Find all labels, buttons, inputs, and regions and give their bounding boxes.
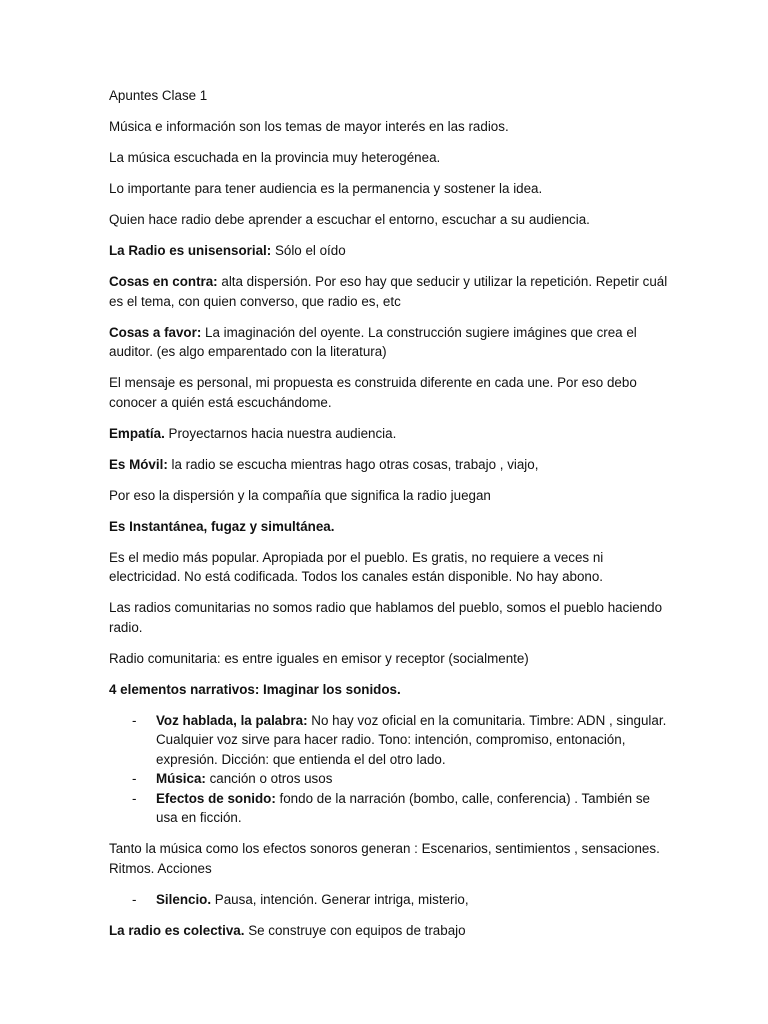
list-item-text: canción o otros usos xyxy=(205,771,333,786)
bold-lead: Cosas a favor: xyxy=(109,324,202,340)
list-item xyxy=(109,789,669,828)
list-item xyxy=(109,711,669,770)
paragraph-collective xyxy=(109,921,669,941)
bold-lead: Es Móvil: xyxy=(109,456,168,472)
list-item-text: fondo de la narración (bombo, calle, conferencia) . También se usa en ficción. xyxy=(156,790,650,825)
paragraph-narrative-elements: 4 elementos narrativos: Imaginar los sonidos. xyxy=(109,681,401,697)
silence-list xyxy=(109,890,669,910)
paragraph-text: Proyectarnos hacia nuestra audiencia. xyxy=(164,425,397,441)
narrative-elements-list xyxy=(109,711,669,828)
paragraph-text: La imaginación del oyente. La construcción sugiere imágines que crea el auditor. (es algo emparentado con la literatura) xyxy=(109,324,637,359)
list-item-text: Pausa, intención. Generar intriga, misterio, xyxy=(211,891,469,907)
paragraph-cons xyxy=(109,272,669,311)
paragraph-text: Sólo el oído xyxy=(271,243,346,258)
bold-lead: La radio es colectiva. xyxy=(109,922,245,938)
dash-bullet: - xyxy=(132,790,137,806)
paragraph-music-heterogeneous: La música escuchada en la provincia muy heterogénea. xyxy=(109,150,441,165)
dash-bullet: - xyxy=(132,771,137,786)
paragraph-empathy xyxy=(109,424,669,444)
paragraph-community-radio: Radio comunitaria: es entre iguales en emisor y receptor (socialmente) xyxy=(109,650,529,666)
document-title: Apuntes Clase 1 xyxy=(109,88,208,103)
paragraph-pros xyxy=(109,323,669,362)
paragraph-community-radios: Las radios comunitarias no somos radio que hablamos del pueblo, somos el pueblo haciendo radio. xyxy=(109,600,663,635)
paragraph-text: la radio se escucha mientras hago otras cosas, trabajo , viajo, xyxy=(167,456,539,472)
paragraph-music-information: Música e información son los temas de mayor interés en las radios. xyxy=(109,119,509,134)
bold-lead: Cosas en contra: xyxy=(109,274,218,289)
bold-lead: Efectos de sonido: xyxy=(156,790,276,806)
document-page xyxy=(109,86,669,952)
bold-lead: Empatía. xyxy=(109,425,165,441)
paragraph-dispersion-company: Por eso la dispersión y la compañía que significa la radio juegan xyxy=(109,487,491,503)
bold-lead: La Radio es unisensorial: xyxy=(109,243,272,258)
list-item-text: No hay voz oficial en la comunitaria. Timbre: ADN , singular. Cualquier voz sirve para hacer radio. Tono: intención, compromiso, entonación, expresión. Dicción: que entienda el del otro lado. xyxy=(156,712,667,767)
list-item xyxy=(109,890,669,910)
paragraph-unisensorial xyxy=(109,241,669,261)
dash-bullet: - xyxy=(132,891,137,907)
dash-bullet: - xyxy=(132,712,137,728)
paragraph-music-effects: Tanto la música como los efectos sonoros generan : Escenarios, sentimientos , sensaciones. Ritmos. Acciones xyxy=(109,841,660,876)
bold-lead: Voz hablada, la palabra: xyxy=(156,712,308,728)
paragraph-audience-permanence: Lo importante para tener audiencia es la permanencia y sostener la idea. xyxy=(109,181,543,196)
paragraph-personal-message: El mensaje es personal, mi propuesta es construida diferente en cada une. Por eso debo conocer a quién está escuchándome. xyxy=(109,375,637,410)
paragraph-mobile xyxy=(109,455,669,475)
paragraph-text: alta dispersión. Por eso hay que seducir y utilizar la repetición. Repetir cuál es el tema, con quien converso, que radio es, etc xyxy=(109,274,668,309)
paragraph-listen-environment: Quien hace radio debe aprender a escuchar el entorno, escuchar a su audiencia. xyxy=(109,212,590,227)
list-item xyxy=(109,769,669,789)
bold-lead: Silencio. xyxy=(156,891,212,907)
paragraph-most-popular: Es el medio más popular. Apropiada por el pueblo. Es gratis, no requiere a veces ni electricidad. No está codificada. Todos los canales están disponible. No hay abono. xyxy=(109,549,604,584)
paragraph-instantaneous: Es Instantánea, fugaz y simultánea. xyxy=(109,518,335,534)
bold-lead: Música: xyxy=(156,771,206,786)
paragraph-text: Se construye con equipos de trabajo xyxy=(244,922,466,938)
